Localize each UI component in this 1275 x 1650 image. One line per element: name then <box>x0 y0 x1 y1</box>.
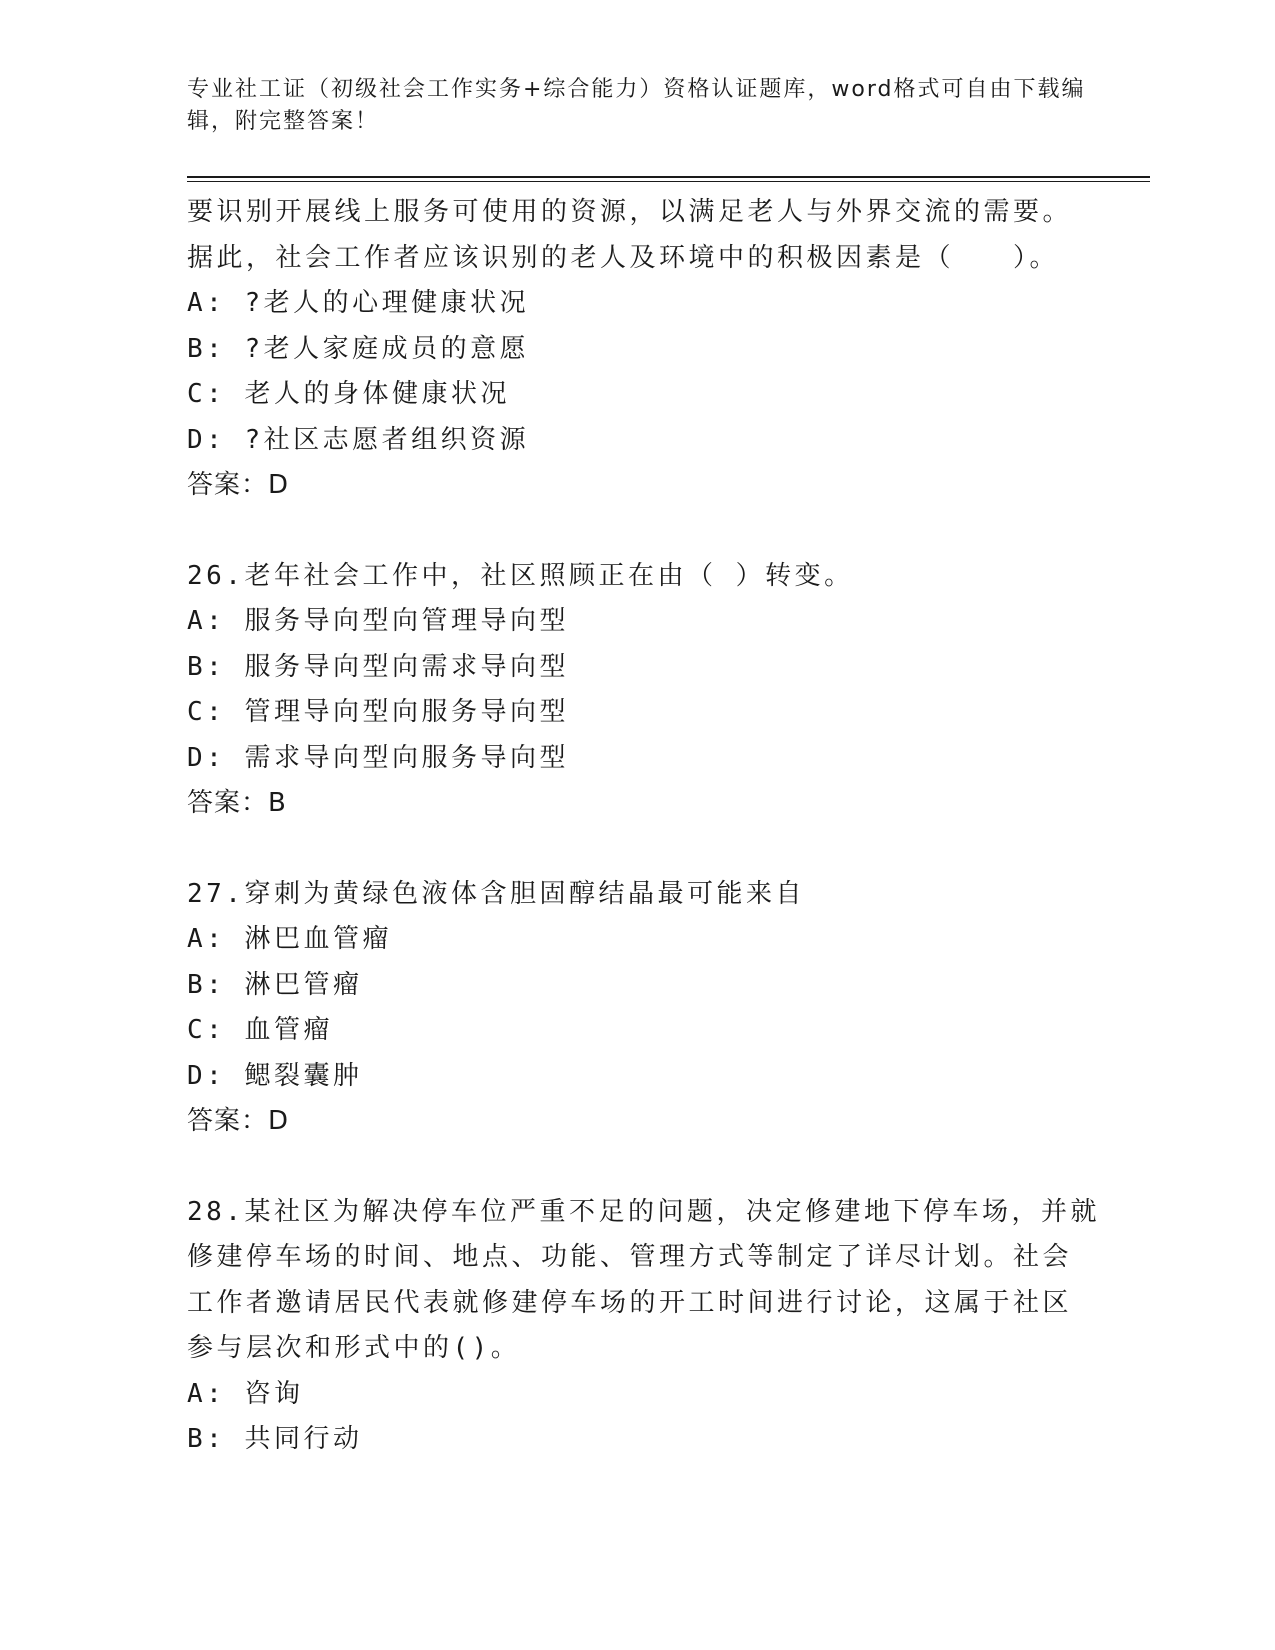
answer-label: 答案：D <box>187 470 290 500</box>
question-28 <box>187 1190 1100 1463</box>
answer-label: 答案：B <box>187 788 287 818</box>
option-a: A: 淋巴血管瘤 <box>187 924 392 954</box>
header-rule-thin <box>187 181 1150 182</box>
spacer <box>187 827 1087 872</box>
option-c: C: 管理导向型向服务导向型 <box>187 697 569 727</box>
question-25 <box>187 190 1087 509</box>
option-a: A: 咨询 <box>187 1378 304 1409</box>
option-a: A: ?老人的心理健康状况 <box>187 288 530 318</box>
question-27 <box>187 872 1087 1145</box>
option-d: D: ?社区志愿者组织资源 <box>187 424 530 455</box>
option-c: C: 老人的身体健康状况 <box>187 379 510 409</box>
option-b: B: 服务导向型向需求导向型 <box>187 651 569 682</box>
option-d: D: 需求导向型向服务导向型 <box>187 742 569 773</box>
question-stem: 修建停车场的时间、地点、功能、管理方式等制定了详尽计划。社会 <box>187 1242 1073 1272</box>
option-a: A: 服务导向型向管理导向型 <box>187 606 569 636</box>
question-stem: 27.穿刺为黄绿色液体含胆固醇结晶最可能来自 <box>187 878 805 909</box>
spacer <box>187 509 1087 554</box>
option-d: D: 鳃裂囊肿 <box>187 1060 363 1091</box>
document-header-title: 专业社工证（初级社会工作实务+综合能力）资格认证题库，word格式可自由下载编辑，附完整答案！ <box>187 77 1086 134</box>
question-content <box>187 190 1100 1463</box>
header-rule-thick <box>187 176 1150 178</box>
question-stem: 参与层次和形式中的()。 <box>187 1333 521 1363</box>
question-stem: 工作者邀请居民代表就修建停车场的开工时间进行讨论，这属于社区 <box>187 1287 1073 1318</box>
question-stem: 据此，社会工作者应该识别的老人及环境中的积极因素是（ ）。 <box>187 242 1060 273</box>
question-stem: 28.某社区为解决停车位严重不足的问题，决定修建地下停车场，并就 <box>187 1196 1100 1227</box>
option-b: B: ?老人家庭成员的意愿 <box>187 333 530 364</box>
question-stem: 要识别开展线上服务可使用的资源，以满足老人与外界交流的需要。 <box>187 197 1073 227</box>
spacer <box>187 1145 1087 1190</box>
option-b: B: 共同行动 <box>187 1424 363 1454</box>
question-26 <box>187 554 1087 827</box>
option-c: C: 血管瘤 <box>187 1015 333 1045</box>
question-stem: 26.老年社会工作中，社区照顾正在由（ ）转变。 <box>187 560 854 591</box>
answer-label: 答案：D <box>187 1106 290 1136</box>
option-b: B: 淋巴管瘤 <box>187 969 363 1000</box>
